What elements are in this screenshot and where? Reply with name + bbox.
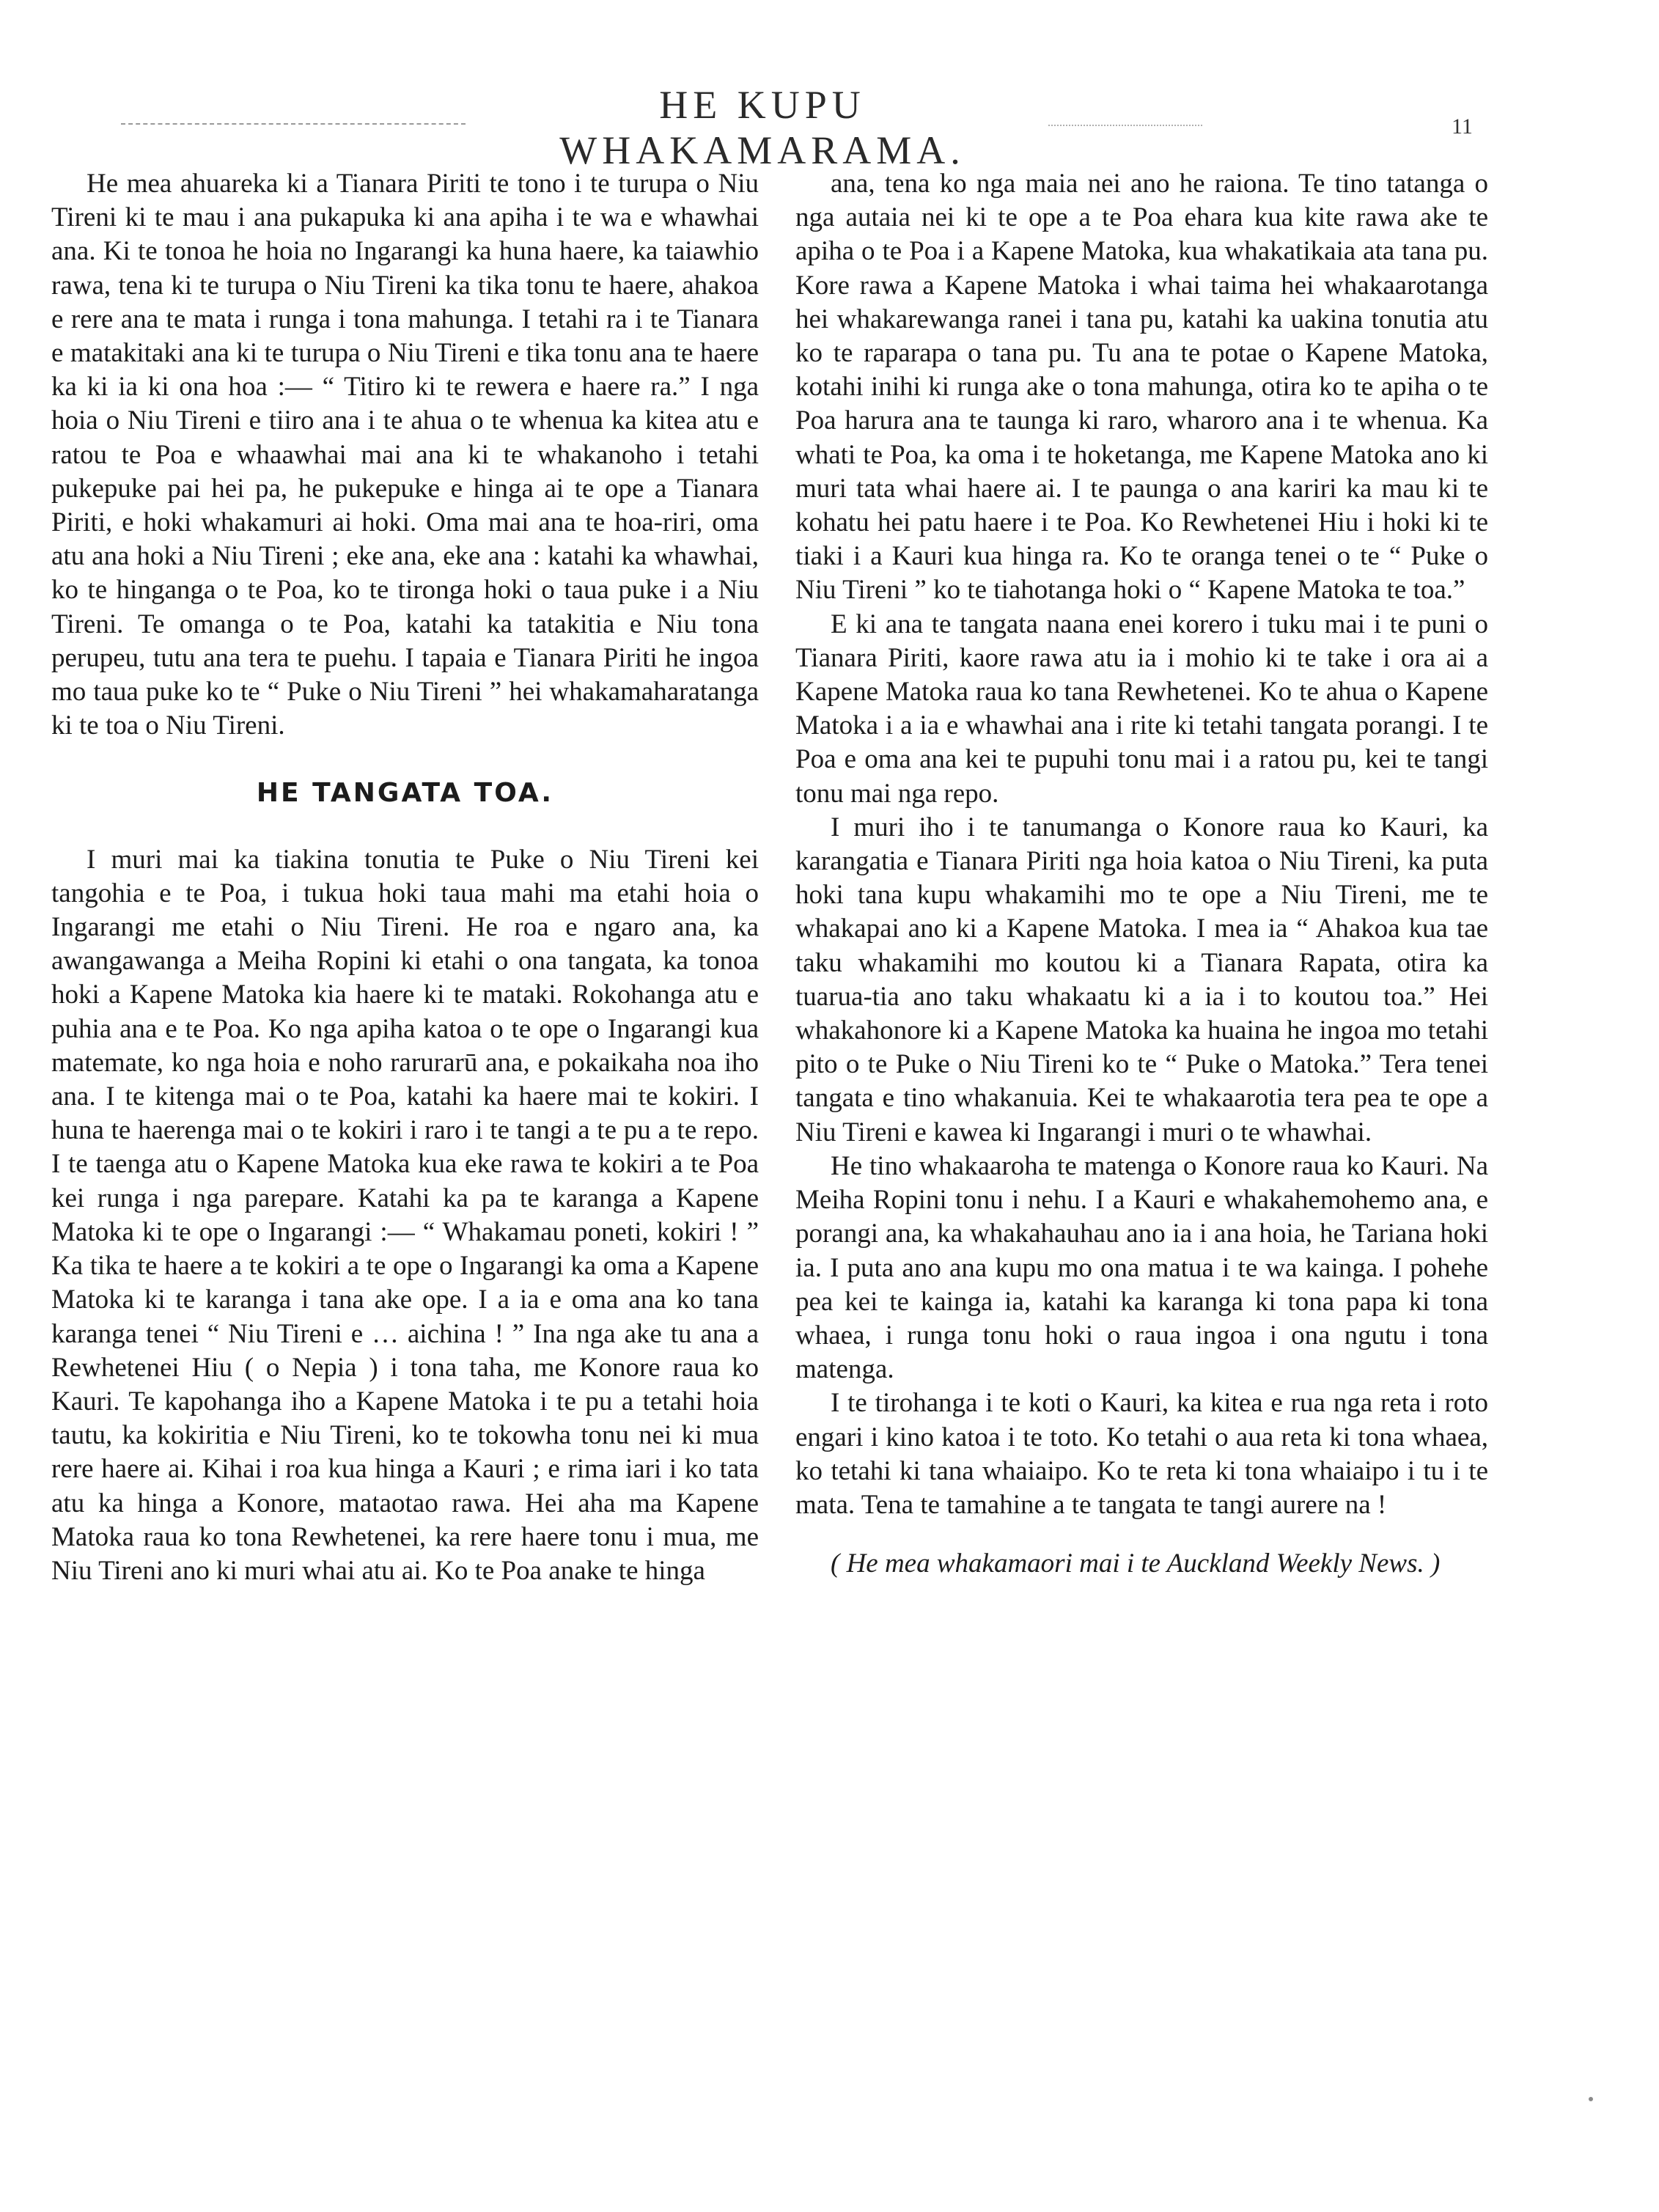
section-heading: HE TANGATA TOA. xyxy=(256,778,554,809)
page-number: 11 xyxy=(1452,114,1473,139)
right-column xyxy=(795,167,1488,1581)
paragraph-letters: I te tirohanga i te koti o Kauri, ka kitea e rua nga reta i roto engari i kino katoa i te toto. Ko tetahi o aua reta ki tona whaea, ko tetahi ki tana whaiaipo. Ko te reta ki tona whaiaipo i tu i te mata. Tena te tamahine a te tangata te tangi aurere na ! xyxy=(795,1388,1488,1520)
running-head xyxy=(0,82,1659,172)
header-rule-left xyxy=(121,123,466,125)
paragraph-death: He tino whakaaroha te matenga o Konore raua ko Kauri. Na Meiha Ropini tonu i nehu. I a Kauri e whakahemohemo ana, e porangi ana, ka whakahauhau ano ia i ana hoia, he Tariana hoki ia. I puta ano ana kupu mo ona matua i te wa kainga. I pohehe pea kei te kainga ia, katahi ka karanga ki tona papa ki tona whaea, i runga tonu hoki o raua ingoa i ona ngutu i tona matenga. xyxy=(795,1150,1488,1385)
scan-speck xyxy=(1589,2097,1593,2101)
paragraph-intro: He mea ahuareka ki a Tianara Piriti te tono i te turupa o Niu Tireni ki te mau i ana pukapuka ki ana apiha i te wa e whawhai ana. Ki te tonoa he hoia no Ingarangi ka huna haere, ka taiawhio rawa, tena ki te turupa o Niu Tireni ka tika tonu te haere, ahakoa e rere ana te mata i runga i tona mahunga. I tetahi ra i te Tianara e matakitaki ana ki te turupa o Niu Tireni e tika tonu ana te haere ka ki ia ki ona hoa :— “ Titiro ki te rewera e haere ra.” I nga hoia o Niu Tireni e tiiro ana i te ahua o te whenua ka kitea atu e ratou te Poa e whaawhai mai ana ki te whakanoho i tetahi pukepuke pai hei pa, he pukepuke e hinga ai te ope a Tianara Piriti, e hoki whakamuri ai hoki. Oma mai ana te hoa-riri, oma atu ana hoki a Niu Tireni ; eke ana, eke ana : katahi ka whawhai, ko te hinganga o te Poa, ko te tironga hoki o taua puke i a Niu Tireni. Te omanga o te Poa, katahi ka tatakitia e Niu tona perupeu, tutu ana tera te puehu. I tapaia e Tianara Piriti he ingoa mo taua puke ko te “ Puke o Niu Tireni ” hei whakamaharatanga ki te toa o Niu Tireni. xyxy=(51,169,759,741)
paragraph-honours: I muri iho i te tanumanga o Konore raua ko Kauri, ka karangatia e Tianara Piriti nga hoia katoa o Niu Tireni, ka puta hoki tana kupu whakamihi mo te ope a Niu Tireni, me te whakapai ano ki a Kapene Matoka. I mea ia “ Ahakoa kua tae taku whakamihi mo koutou ki a Tianara Rapata, otira ka tuarua-tia ano taku whakaatu ki a ia i to koutou toa.” Hei whakahonore ki a Kapene Matoka ka huaina he ingoa mo tetahi pito o te Puke o Niu Tireni ko te “ Puke o Matoka.” Tera tenei tangata e tino whakanuia. Kei te whakaarotia tera pea te ope a Niu Tireni e kawea ki Ingarangi i muri o te whawhai. xyxy=(795,812,1488,1147)
paragraph-narrator: E ki ana te tangata naana enei korero i tuku mai i te puni o Tianara Piriti, kaore rawa atu ia i mohio ki te take i ora ai a Kapene Matoka raua ko tana Rewhetenei. Ko te ahua o Kapene Matoka i a ia e whawhai ana i rite ki tetahi tangata porangi. I te Poa e oma ana kei te pupuhi tonu mai i a ratou pu, kei te tangi tonu mai nga repo. xyxy=(795,609,1488,809)
page-title: HE KUPU WHAKAMARAMA. xyxy=(559,83,965,172)
left-column xyxy=(51,167,759,1588)
paragraph-story: I muri mai ka tiakina tonutia te Puke o Niu Tireni kei tangohia e te Poa, i tukua hoki taua mahi ma etahi hoia o Ingarangi me etahi o Niu Tireni. He roa e ngaro ana, ka awangawanga a Meiha Ropini ki etahi o ona tangata, ka tonoa hoki a Kapene Matoka kia haere ki te mataki. Rokohanga atu e puhia ana e te Poa. Ko nga apiha katoa o te ope o Ingarangi kua matemate, ko nga hoia e noho rarurarū ana, e pokaikaha noa iho ana. I te kitenga mai o te Poa, katahi ka haere mai te kokiri. I huna te haerenga mai o te kokiri i raro i te tangi a te pu a te repo. I te taenga atu o Kapene Matoka kua eke rawa te kokiri a te Poa kei runga i nga parepare. Katahi ka pa te karanga a Kapene Matoka ki te ope o Ingarangi :— “ Whakamau poneti, kokiri ! ” Ka tika te haere a te kokiri a te ope o Ingarangi ka oma a Kapene Matoka ki te karanga i tana ake ope. I a ia e oma ana ko tana karanga tenei “ Niu Tireni e … aichina ! ” Ina nga ake tu ana a Rewhetenei Hiu ( o Nepia ) i tona taha, me Konore raua ko Kauri. Te kapohanga iho a Kapene Matoka i te pu a tetahi hoia tautu, ka kokiritia e Niu Tireni, ko te tokowha tonu nei ki mua rere haere ai. Kihai i roa kua hinga a Kauri ; e rima iari i ko tata atu ka hinga a Konore, mataotao rawa. Hei aha ma Kapene Matoka raua ko tona Rewhetenei, ka rere haere tonu i mua, me Niu Tireni ano ki muri whai atu ai. Ko te Poa anake te hinga xyxy=(51,844,759,1586)
source-credit: ( He mea whakamaori mai i te Auckland Weekly News. ) xyxy=(831,1548,1441,1579)
header-rule-right xyxy=(1048,125,1202,126)
paragraph-continuation: ana, tena ko nga maia nei ano he raiona. Te tino tatanga o nga autaia nei ki te ope a te Poa ehara kua kite rawa ake te apiha o te Poa i a Kapene Matoka, kua whakatikaia ata tana pu. Kore rawa a Kapene Matoka i whai taima hei whakaarotanga hei whakarewanga ranei i tana pu, katahi ka uakina tonutia atu ko te raparapa o tana pu. Tu ana te potae o Kapene Matoka, kotahi inihi ki runga ake o tona mahunga, otira ko te apiha o te Poa harura ana te taunga ki raro, wharoro ana i te whenua. Ka whati te Poa, ka oma i te hoketanga, me Kapene Matoka ano ki muri tata whai haere ai. I te paunga o ana kariri ka mau ki te kohatu hei patu haere i te Poa. Ko Rewhetenei Hiu i hoki ki te tiaki i a Kauri kua hinga ra. Ko te oranga tenei o te “ Puke o Niu Tireni ” ko te tiahotanga hoki o “ Kapene Matoka te toa.” xyxy=(795,169,1488,606)
